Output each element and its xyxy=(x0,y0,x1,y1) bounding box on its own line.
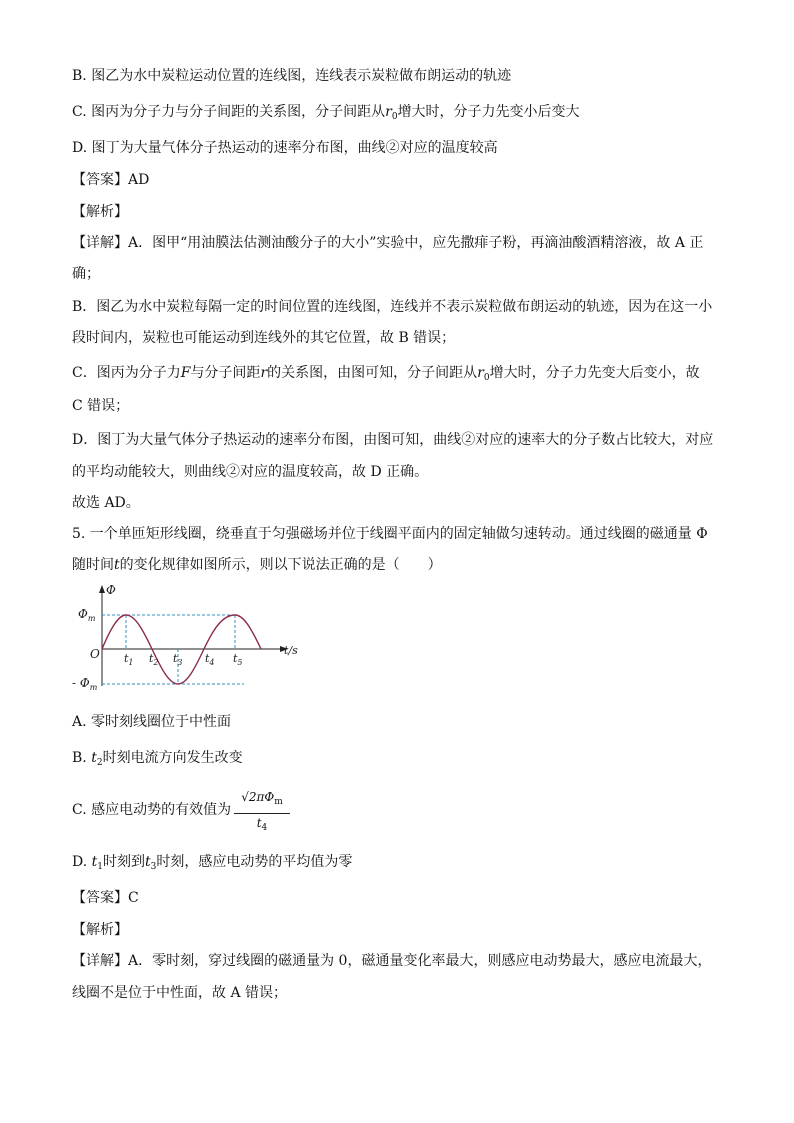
text-segment: 时刻，感应电动势的平均值为零 xyxy=(156,854,353,870)
q4-option-c xyxy=(72,102,580,127)
subscript: 1 xyxy=(97,862,104,872)
q4-detail-line: 段时间内，炭粒也可能运动到连线外的其它位置，故 B 错误； xyxy=(72,330,456,346)
r0-subscript: 0 xyxy=(391,112,398,122)
q4-detail-line-c xyxy=(72,363,700,388)
q4-option-b: B. 图乙为水中炭粒运动位置的连线图，连线表示炭粒做布朗运动的轨迹 xyxy=(72,68,512,84)
q5-option-b xyxy=(72,748,243,773)
text-segment: B. xyxy=(72,750,92,766)
text-segment: 增大时，分子力先变大后变小，故 xyxy=(489,365,700,381)
fraction-numerator: $√2\pi\Phi_m$ xyxy=(234,788,290,814)
text-segment: 时刻到 xyxy=(103,854,146,870)
q5-answer: 【答案】C xyxy=(72,890,139,906)
text-segment: 的关系图，由图可知，分子间距从 xyxy=(267,365,478,381)
distance-symbol: r xyxy=(260,365,268,381)
q4-detail-line: 的平均动能较大，则曲线②对应的温度较高，故 D 正确。 xyxy=(72,464,429,480)
subscript: 3 xyxy=(150,862,157,872)
q5-detail-line: 线圈不是位于中性面，故 A 错误； xyxy=(72,985,288,1001)
q5-stem-line-2 xyxy=(72,555,442,575)
r0-subscript: 0 xyxy=(483,373,490,383)
phi-min-label: - $\Phi_m$ xyxy=(72,676,98,692)
q5-option-c: C. 感应电动势的有效值为 xyxy=(72,802,232,818)
t4-label: $t_4$ xyxy=(205,652,215,667)
q4-option-c-pre: C. 图丙为分子力与分子间距的关系图，分子间距从 xyxy=(72,104,386,120)
q4-detail-line: C 错误； xyxy=(72,398,130,414)
fraction-denominator: $t_4$ xyxy=(256,816,268,833)
q5-detail-line: 【详解】A．零时刻，穿过线圈的磁通量为 0，磁通量变化率最大，则感应电动势最大，感应电流最大， xyxy=(72,953,712,969)
q4-detail-line: 【详解】A．图甲“用油膜法估测油酸分子的大小”实验中，应先撒痱子粉，再滴油酸酒精溶液，故 A 正 xyxy=(72,235,704,251)
t2-label: $t_2$ xyxy=(149,652,159,667)
flux-time-graph xyxy=(72,582,312,694)
q4-answer: 【答案】AD xyxy=(72,172,150,188)
q4-detail-line: B．图乙为水中炭粒每隔一定的时间位置的连线图，连线并不表示炭粒做布朗运动的轨迹，因为在这一小 xyxy=(72,299,713,315)
force-symbol: F xyxy=(180,365,191,381)
subscript: 2 xyxy=(96,758,103,768)
text-segment: 时刻电流方向发生改变 xyxy=(102,750,243,766)
t5-label: $t_5$ xyxy=(233,652,243,667)
time-symbol: t xyxy=(91,750,97,766)
time-symbol: t xyxy=(114,557,120,573)
q4-detail-line: 确； xyxy=(72,266,100,282)
phi-axis-arrow xyxy=(99,585,105,593)
q4-option-d: D. 图丁为大量气体分子热运动的速率分布图，曲线②对应的温度较高 xyxy=(72,140,498,156)
time-symbol: t xyxy=(91,854,98,870)
q5-option-d xyxy=(72,852,352,877)
text-segment: C．图丙为分子力 xyxy=(72,365,181,381)
q4-option-c-post: 增大时，分子力先变小后变大 xyxy=(397,104,580,120)
r0-symbol: r xyxy=(385,104,392,120)
q4-analysis-heading: 【解析】 xyxy=(72,204,128,220)
q5-option-a: A. 零时刻线圈位于中性面 xyxy=(72,714,232,730)
t3-label: $t_3$ xyxy=(173,652,183,667)
text-segment: 随时间 xyxy=(72,557,114,573)
phi-axis-label: Φ xyxy=(106,583,116,597)
time-symbol: t xyxy=(145,854,151,870)
text-segment: 与分子间距 xyxy=(190,365,261,381)
q5-analysis-heading: 【解析】 xyxy=(72,922,128,938)
q4-conclusion: 故选 AD。 xyxy=(72,495,140,511)
effective-emf-fraction xyxy=(234,788,290,837)
t1-label: $t_1$ xyxy=(124,652,134,667)
r0-symbol: r xyxy=(477,365,484,381)
q5-stem-line: 5. 一个单匝矩形线圈，绕垂直于匀强磁场并位于线圈平面内的固定轴做匀速转动。通过线圈的磁通量 Φ xyxy=(72,526,708,542)
q4-detail-line: D．图丁为大量气体分子热运动的速率分布图，由图可知，曲线②对应的速率大的分子数占比较大，对应 xyxy=(72,432,714,448)
phi-max-label: $\Phi_m$ xyxy=(78,607,96,623)
text-segment: 的变化规律如图所示，则以下说法正确的是（ ） xyxy=(119,557,442,573)
t-axis-label: t/s xyxy=(284,644,298,657)
text-segment: D. xyxy=(72,854,92,870)
origin-label: O xyxy=(90,647,100,661)
